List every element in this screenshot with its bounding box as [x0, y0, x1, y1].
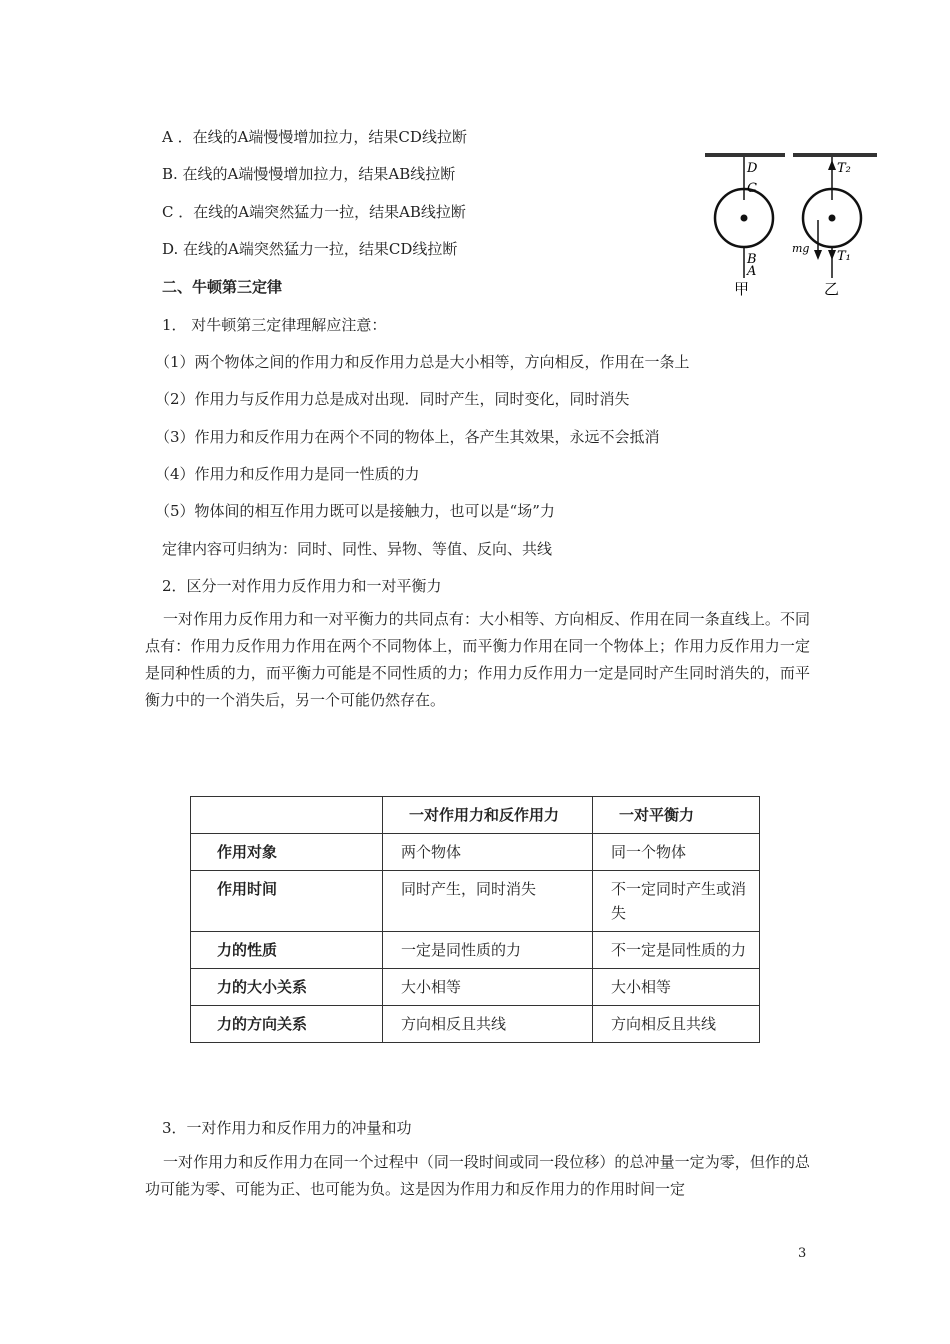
row-value: 两个物体 [383, 834, 593, 871]
item2-title: 2．区分一对作用力反作用力和一对平衡力 [162, 577, 442, 595]
option-a: A ．在线的A端慢慢增加拉力，结果CD线拉断 [162, 128, 467, 146]
row-label: 力的性质 [191, 932, 383, 969]
row-label: 力的方向关系 [191, 1006, 383, 1043]
table-header-empty [191, 797, 383, 834]
label-t1: T₁ [837, 249, 851, 264]
label-mg: mg [792, 242, 810, 255]
label-c: C [747, 181, 757, 196]
option-d: D. 在线的A端突然猛力一拉，结果CD线拉断 [162, 240, 458, 258]
caption-jia: 甲 [734, 280, 750, 298]
note-5: （5）物体间的相互作用力既可以是接触力，也可以是“场”力 [155, 502, 555, 520]
table-row [191, 1006, 760, 1043]
left-pulley-diagram [705, 153, 785, 298]
table-header-balanced: 一对平衡力 [593, 797, 760, 834]
note-4: （4）作用力和反作用力是同一性质的力 [155, 465, 420, 483]
item1-title: 1． 对牛顿第三定律理解应注意： [162, 316, 387, 334]
row-value: 大小相等 [383, 969, 593, 1006]
summary: 定律内容可归纳为：同时、同性、异物、等值、反向、共线 [162, 540, 553, 558]
option-c: C ．在线的A端突然猛力一拉，结果AB线拉断 [162, 203, 466, 221]
row-label: 作用对象 [191, 834, 383, 871]
table-row [191, 834, 760, 871]
pulley-figure [700, 148, 885, 298]
table-row [191, 871, 760, 932]
label-b: B [747, 252, 757, 267]
table-row [191, 969, 760, 1006]
row-label: 力的大小关系 [191, 969, 383, 1006]
item3-title: 3．一对作用力和反作用力的冲量和功 [162, 1119, 412, 1137]
section-title: 二、牛顿第三定律 [162, 278, 283, 296]
note-1: （1）两个物体之间的作用力和反作用力总是大小相等，方向相反，作用在一条上 [155, 353, 690, 371]
label-t2: T₂ [837, 161, 851, 176]
caption-yi: 乙 [824, 280, 840, 298]
row-value: 同时产生，同时消失 [383, 871, 593, 932]
note-2: （2）作用力与反作用力总是成对出现．同时产生，同时变化，同时消失 [155, 390, 630, 408]
row-value: 不一定同时产生或消失 [593, 871, 760, 932]
label-d: D [747, 161, 758, 176]
row-label: 作用时间 [191, 871, 383, 932]
table-header-row [191, 797, 760, 834]
row-value: 大小相等 [593, 969, 760, 1006]
table-header-action-reaction: 一对作用力和反作用力 [383, 797, 593, 834]
label-a: A [747, 264, 757, 279]
row-value: 方向相反且共线 [383, 1006, 593, 1043]
row-value: 一定是同性质的力 [383, 932, 593, 969]
page-number: 3 [798, 1246, 807, 1261]
comparison-table [190, 796, 760, 1043]
item3-paragraph: 一对作用力和反作用力在同一个过程中（同一段时间或同一段位移）的总冲量一定为零，但作的总功可能为零、可能为正、也可能为负。这是因为作用力和反作用力的作用时间一定 [145, 1153, 810, 1198]
row-value: 不一定是同性质的力 [593, 932, 760, 969]
table-row [191, 932, 760, 969]
option-b: B. 在线的A端慢慢增加拉力，结果AB线拉断 [162, 165, 456, 183]
row-value: 方向相反且共线 [593, 1006, 760, 1043]
row-value: 同一个物体 [593, 834, 760, 871]
right-pulley-diagram [792, 153, 877, 298]
item2-paragraph: 一对作用力反作用力和一对平衡力的共同点有：大小相等、方向相反、作用在同一条直线上。不同点有：作用力反作用力作用在两个不同物体上，而平衡力作用在同一个物体上；作用力反作用力一定是同种性质的力，而平衡力可能是不同性质的力；作用力反作用力一定是同时产生同时消失的，而平衡力中的一个消失后，另一个可能仍然存在。 [145, 610, 810, 709]
note-3: （3）作用力和反作用力在两个不同的物体上，各产生其效果，永远不会抵消 [155, 428, 660, 446]
